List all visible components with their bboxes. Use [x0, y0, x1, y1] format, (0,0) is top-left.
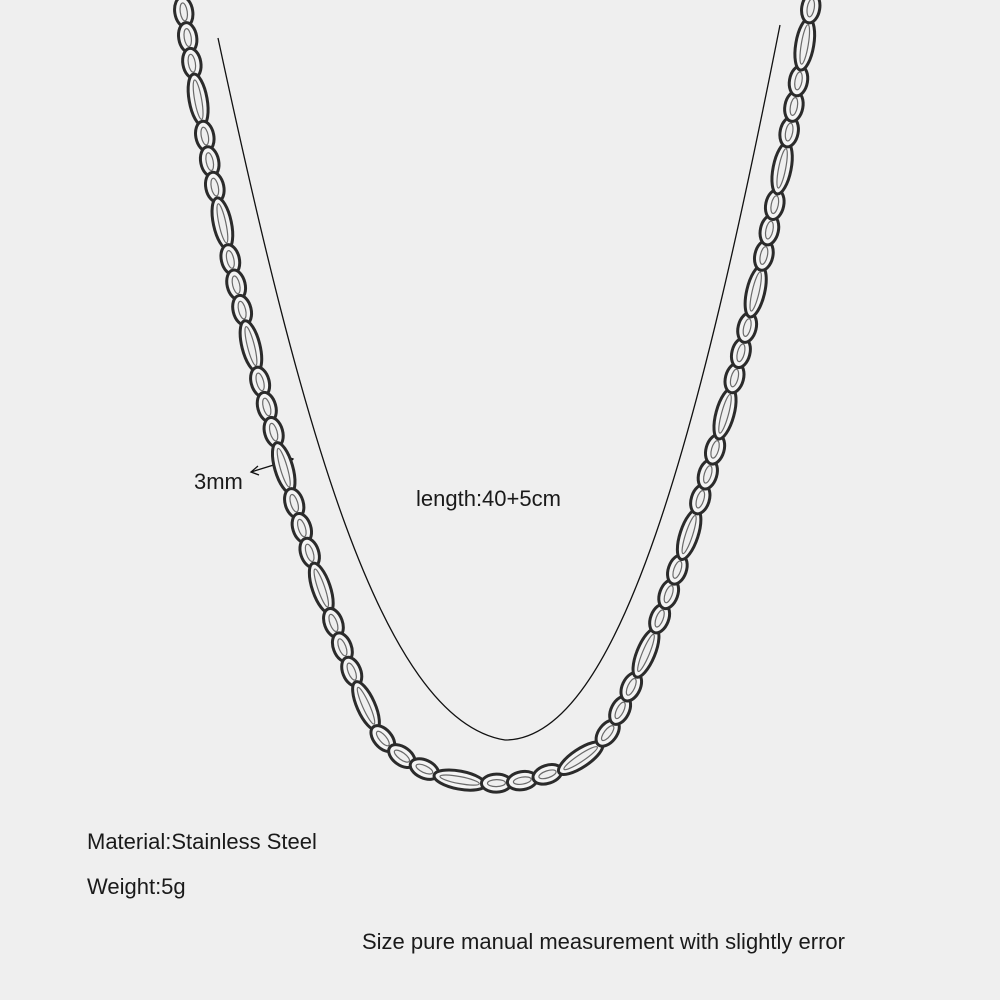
- length-label: length:40+5cm: [416, 486, 561, 511]
- material-label: Material:Stainless Steel: [87, 829, 317, 854]
- measurement-note: Size pure manual measurement with slightly error: [362, 929, 845, 954]
- width-label: 3mm: [194, 469, 243, 494]
- chain-links: [173, 0, 822, 794]
- chain-link-hole: [487, 779, 505, 786]
- length-guide-line: [218, 25, 780, 740]
- weight-label: Weight:5g: [87, 874, 186, 899]
